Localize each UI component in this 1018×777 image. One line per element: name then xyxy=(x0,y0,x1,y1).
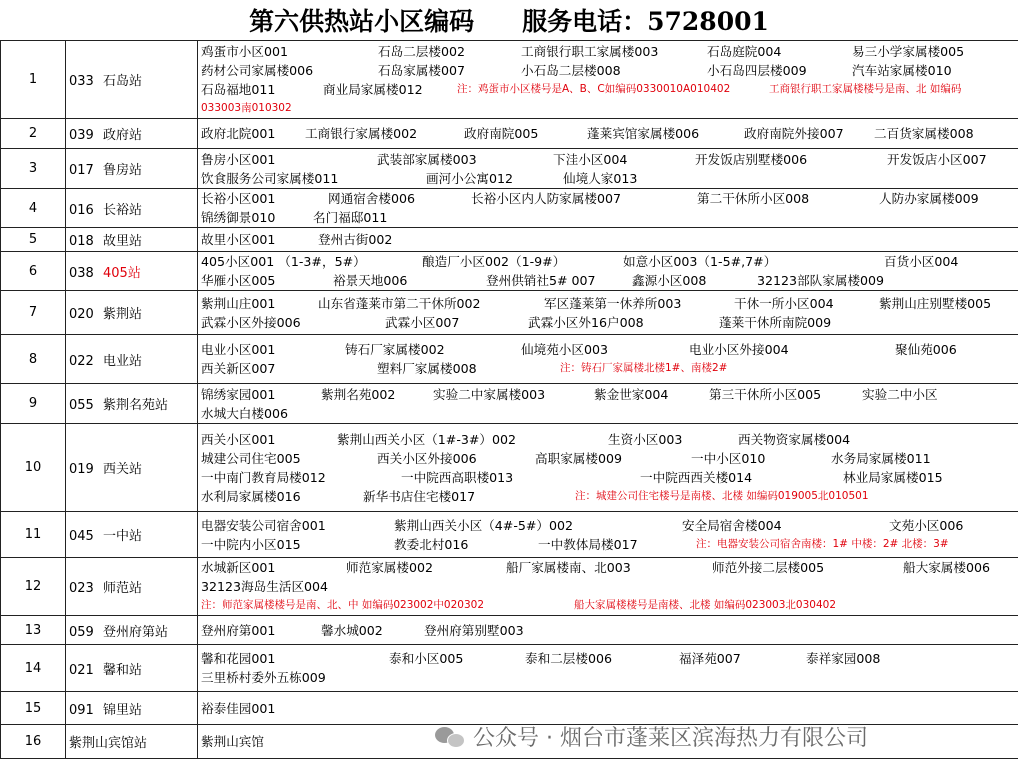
community-item: 锦绣御景010 xyxy=(201,210,276,225)
station-name: 405站 xyxy=(103,265,141,281)
community-item: 下洼小区004 xyxy=(553,151,628,167)
station-code: 055 xyxy=(69,398,94,413)
station-cell xyxy=(66,558,198,616)
station-cell xyxy=(66,252,198,291)
community-item: 石岛二层楼002 xyxy=(378,43,466,59)
community-item: 仙境人家013 xyxy=(563,170,638,186)
community-item: 泰祥家园008 xyxy=(806,651,881,666)
row-number: 6 xyxy=(1,252,66,291)
community-item: 第三干休所小区005 xyxy=(709,386,822,402)
list-line xyxy=(201,516,1018,535)
list-line xyxy=(201,169,1018,188)
community-item: 一中院内小区015 xyxy=(201,536,301,552)
community-item: 干休一所小区004 xyxy=(734,295,834,311)
community-list xyxy=(198,512,1018,558)
community-item: 泰和小区005 xyxy=(389,651,464,666)
list-line xyxy=(201,340,1018,359)
list-line xyxy=(201,208,1018,227)
community-item: 32123海岛生活区004 xyxy=(201,579,329,594)
table-row xyxy=(1,335,1018,384)
community-item: 武霖小区外16户008 xyxy=(528,314,644,330)
list-line xyxy=(201,99,1018,118)
community-item: 一中教体局楼017 xyxy=(538,536,638,552)
note-text: 注：电器安装公司宿舍南楼：1# 中楼：2# 北楼：3# xyxy=(696,537,949,550)
station-cell xyxy=(66,384,198,424)
row-number: 9 xyxy=(1,384,66,424)
community-item: 山东省蓬莱市第二干休所002 xyxy=(318,295,481,311)
list-line xyxy=(201,150,1018,169)
note-text: 注：铸石厂家属楼北楼1#、南楼2# xyxy=(560,362,728,374)
community-item: 登州府第001 xyxy=(201,622,276,638)
community-item: 电业小区外接004 xyxy=(689,342,789,357)
row-number: 3 xyxy=(1,149,66,189)
table-row xyxy=(1,291,1018,335)
community-item: 鸡蛋市小区001 xyxy=(201,43,289,59)
watermark-text: 公众号 · 烟台市蓬莱区滨海热力有限公司 xyxy=(473,725,868,751)
station-name: 鲁房站 xyxy=(103,163,143,178)
community-item: 小石岛二层楼008 xyxy=(521,62,621,78)
station-name: 电业站 xyxy=(103,353,143,369)
community-item: 开发饭店别墅楼006 xyxy=(695,151,808,167)
community-item: 石岛庭院004 xyxy=(707,43,782,59)
community-item: 裕泰佳园001 xyxy=(201,700,276,716)
station-code: 021 xyxy=(69,662,94,678)
community-item: 石岛福地011 xyxy=(201,81,276,97)
community-item: 药材公司家属楼006 xyxy=(201,62,314,78)
list-line xyxy=(201,61,1018,80)
watermark xyxy=(435,720,868,752)
community-item: 高职家属楼009 xyxy=(535,450,623,466)
list-line xyxy=(201,558,1018,577)
community-item: 登州供销社5# 007 xyxy=(486,273,596,288)
station-name: 石岛站 xyxy=(103,74,143,89)
community-item: 开发饭店小区007 xyxy=(887,151,987,167)
station-code: 039 xyxy=(69,128,94,143)
community-item: 三里桥村委外五栋009 xyxy=(201,670,326,685)
table-row xyxy=(1,384,1018,424)
community-item: 故里小区001 xyxy=(201,232,276,247)
row-number: 7 xyxy=(1,291,66,335)
community-list xyxy=(198,291,1018,335)
community-list xyxy=(198,119,1018,149)
community-list xyxy=(198,645,1018,692)
station-cell xyxy=(66,189,198,228)
station-code: 016 xyxy=(69,202,94,218)
list-line xyxy=(201,385,1018,404)
station-name: 政府站 xyxy=(103,128,143,143)
community-item: 师范外接二层楼005 xyxy=(712,560,825,575)
community-item: 教委北村016 xyxy=(394,536,469,552)
station-name: 紫荆山宾馆站 xyxy=(69,736,148,751)
list-line xyxy=(201,230,1018,249)
list-line xyxy=(201,468,1018,487)
community-item: 405小区001 （1-3#，5#） xyxy=(201,254,366,269)
community-item: 工商银行职工家属楼003 xyxy=(521,43,659,59)
community-item: 人防办家属楼009 xyxy=(879,191,979,206)
list-line xyxy=(201,535,1018,554)
list-line xyxy=(201,668,1018,687)
community-item: 商业局家属楼012 xyxy=(323,81,423,97)
station-cell xyxy=(66,228,198,252)
station-code: 018 xyxy=(69,234,94,249)
station-cell xyxy=(66,645,198,692)
community-item: 馨水城002 xyxy=(321,622,383,638)
community-item: 实验二中小区 xyxy=(862,386,938,402)
community-list xyxy=(198,424,1018,512)
list-line xyxy=(201,42,1018,61)
community-item: 饮食服务公司家属楼011 xyxy=(201,170,339,186)
community-item: 武霖小区外接006 xyxy=(201,314,301,330)
community-item: 铸石厂家属楼002 xyxy=(345,342,445,357)
community-item: 安全局宿舍楼004 xyxy=(682,517,782,533)
community-list xyxy=(198,384,1018,424)
wechat-icon xyxy=(435,724,465,748)
community-item: 塑料厂家属楼008 xyxy=(377,361,477,376)
table-body xyxy=(1,41,1018,759)
table-row xyxy=(1,645,1018,692)
community-item: 武霖小区007 xyxy=(385,314,460,330)
community-item: 二百货家属楼008 xyxy=(874,126,974,141)
community-item: 武装部家属楼003 xyxy=(377,151,477,167)
row-number: 5 xyxy=(1,228,66,252)
community-item: 32123部队家属楼009 xyxy=(757,273,885,288)
table-row xyxy=(1,149,1018,189)
community-list xyxy=(198,41,1018,119)
list-line xyxy=(201,487,1018,506)
list-line xyxy=(201,313,1018,332)
list-line xyxy=(201,189,1018,208)
code-table xyxy=(0,40,1018,759)
community-item: 易三小学家属楼005 xyxy=(852,43,965,59)
community-item: 仙境苑小区003 xyxy=(521,342,609,357)
community-item: 水城新区001 xyxy=(201,560,276,575)
community-item: 水城大白楼006 xyxy=(201,405,289,421)
community-item: 紫荆名苑002 xyxy=(321,386,396,402)
page-title xyxy=(0,0,1018,40)
row-number: 14 xyxy=(1,645,66,692)
community-item: 锦绣家园001 xyxy=(201,386,276,402)
community-item: 政府南院外接007 xyxy=(744,126,844,141)
row-number: 10 xyxy=(1,424,66,512)
community-item: 华雁小区005 xyxy=(201,273,276,288)
community-item: 政府北院001 xyxy=(201,126,276,141)
community-item: 登州府第别墅003 xyxy=(424,622,524,638)
community-item: 裕景天地006 xyxy=(333,273,408,288)
community-item: 福泽苑007 xyxy=(679,651,741,666)
note-text: 注：城建公司住宅楼号是南楼、北楼 如编码019005北010501 xyxy=(575,489,869,502)
station-code: 017 xyxy=(69,163,94,178)
row-number: 13 xyxy=(1,616,66,645)
community-list xyxy=(198,149,1018,189)
community-item: 文苑小区006 xyxy=(889,517,964,533)
table-row xyxy=(1,252,1018,291)
community-item: 登州古街002 xyxy=(318,232,393,247)
title-text: 第六供热站小区编码 xyxy=(249,7,475,36)
row-number: 16 xyxy=(1,725,66,759)
table-row xyxy=(1,558,1018,616)
table-row xyxy=(1,119,1018,149)
note-text: 033003南010302 xyxy=(201,101,292,114)
row-number: 2 xyxy=(1,119,66,149)
community-item: 电器安装公司宿舍001 xyxy=(201,517,326,533)
table-row xyxy=(1,41,1018,119)
community-list xyxy=(198,228,1018,252)
table-row xyxy=(1,189,1018,228)
row-number: 11 xyxy=(1,512,66,558)
community-item: 水利局家属楼016 xyxy=(201,488,301,504)
station-code: 059 xyxy=(69,624,94,640)
community-list xyxy=(198,189,1018,228)
station-name: 故里站 xyxy=(103,234,143,249)
list-line xyxy=(201,430,1018,449)
community-item: 师范家属楼002 xyxy=(346,560,434,575)
list-line xyxy=(201,649,1018,668)
community-list xyxy=(198,252,1018,291)
community-item: 蓬莱干休所南院009 xyxy=(719,314,832,330)
station-code: 038 xyxy=(69,265,94,281)
community-item: 军区蓬莱第一休养所003 xyxy=(544,295,682,311)
community-item: 西关新区007 xyxy=(201,361,276,376)
community-list xyxy=(198,616,1018,645)
community-item: 电业小区001 xyxy=(201,342,276,357)
station-name: 西关站 xyxy=(103,462,143,477)
community-item: 一中小区010 xyxy=(691,450,766,466)
station-cell xyxy=(66,424,198,512)
note-text: 工商银行职工家属楼楼号是南、北 如编码 xyxy=(769,82,962,95)
station-code: 045 xyxy=(69,529,94,544)
station-cell xyxy=(66,692,198,725)
community-item: 紫荆山宾馆 xyxy=(201,734,264,749)
community-item: 一中院西西关楼014 xyxy=(640,469,753,485)
station-name: 锦里站 xyxy=(103,702,143,718)
note-text: 注：师范家属楼楼号是南、北、中 如编码023002中020302 xyxy=(201,599,485,611)
community-item: 画河小公寓012 xyxy=(426,170,514,186)
community-item: 酿造厂小区002（1-9#） xyxy=(422,254,566,269)
community-item: 鲁房小区001 xyxy=(201,151,276,167)
station-name: 登州府第站 xyxy=(103,624,169,640)
table-row xyxy=(1,616,1018,645)
community-item: 船大家属楼006 xyxy=(903,560,991,575)
note-text: 注：鸡蛋市小区楼号是A、B、C如编码0330010A010402 xyxy=(457,82,731,95)
list-line xyxy=(201,596,1018,615)
station-name: 紫荆名苑站 xyxy=(103,398,169,413)
community-item: 馨和花园001 xyxy=(201,651,276,666)
station-code: 033 xyxy=(69,74,94,89)
station-code: 022 xyxy=(69,353,94,369)
community-item: 新华书店住宅楼017 xyxy=(363,488,476,504)
community-item: 一中院西高职楼013 xyxy=(401,469,514,485)
list-line xyxy=(201,359,1018,378)
community-item: 鑫源小区008 xyxy=(632,273,707,288)
community-item: 紫荆山庄别墅楼005 xyxy=(879,295,992,311)
table-row xyxy=(1,228,1018,252)
station-cell xyxy=(66,335,198,384)
row-number: 15 xyxy=(1,692,66,725)
community-item: 小石岛四层楼009 xyxy=(707,62,807,78)
station-code: 091 xyxy=(69,702,94,718)
community-list xyxy=(198,335,1018,384)
community-item: 第二干休所小区008 xyxy=(697,191,810,206)
list-line xyxy=(201,621,1018,640)
community-item: 长裕小区内人防家属楼007 xyxy=(471,191,621,206)
list-line xyxy=(201,577,1018,596)
community-item: 石岛家属楼007 xyxy=(378,62,466,78)
community-item: 网通宿舍楼006 xyxy=(328,191,416,206)
station-code: 019 xyxy=(69,462,94,477)
row-number: 1 xyxy=(1,41,66,119)
station-cell xyxy=(66,725,198,759)
station-name: 师范站 xyxy=(103,581,143,596)
community-item: 工商银行家属楼002 xyxy=(305,126,418,141)
note-text: 船大家属楼楼号是南楼、北楼 如编码023003北030402 xyxy=(574,599,837,611)
community-item: 政府南院005 xyxy=(464,126,539,141)
community-item: 紫荆山西关小区（1#-3#）002 xyxy=(337,431,517,447)
list-line xyxy=(201,294,1018,313)
community-item: 生资小区003 xyxy=(608,431,683,447)
community-item: 水务局家属楼011 xyxy=(831,450,931,466)
community-item: 汽车站家属楼010 xyxy=(852,62,952,78)
table-row xyxy=(1,424,1018,512)
station-cell xyxy=(66,616,198,645)
station-cell xyxy=(66,512,198,558)
station-name: 紫荆站 xyxy=(103,307,143,322)
community-item: 长裕小区001 xyxy=(201,191,276,206)
community-item: 林业局家属楼015 xyxy=(843,469,943,485)
row-number: 8 xyxy=(1,335,66,384)
list-line xyxy=(201,699,1018,718)
station-cell xyxy=(66,149,198,189)
station-cell xyxy=(66,291,198,335)
community-item: 实验二中家属楼003 xyxy=(433,386,546,402)
station-code: 020 xyxy=(69,307,94,322)
row-number: 4 xyxy=(1,189,66,228)
station-cell xyxy=(66,119,198,149)
community-item: 船厂家属楼南、北003 xyxy=(506,560,631,575)
table-row xyxy=(1,512,1018,558)
community-item: 百货小区004 xyxy=(884,254,959,269)
community-item: 紫金世家004 xyxy=(594,386,669,402)
community-item: 西关物资家属楼004 xyxy=(738,431,851,447)
list-line xyxy=(201,404,1018,423)
community-item: 蓬莱宾馆家属楼006 xyxy=(587,126,700,141)
community-item: 紫荆山庄001 xyxy=(201,295,276,311)
station-code: 023 xyxy=(69,581,94,596)
list-line xyxy=(201,271,1018,290)
station-name: 一中站 xyxy=(103,529,143,544)
station-cell xyxy=(66,41,198,119)
list-line xyxy=(201,80,1018,99)
community-item: 泰和二层楼006 xyxy=(525,651,613,666)
community-item: 城建公司住宅005 xyxy=(201,450,301,466)
community-item: 西关小区001 xyxy=(201,431,276,447)
community-item: 紫荆山西关小区（4#-5#）002 xyxy=(394,517,574,533)
station-name: 长裕站 xyxy=(103,202,143,218)
row-number: 12 xyxy=(1,558,66,616)
community-item: 聚仙苑006 xyxy=(895,342,957,357)
community-item: 名门福邸011 xyxy=(313,210,388,225)
list-line xyxy=(201,124,1018,143)
community-item: 如意小区003（1-5#,7#） xyxy=(623,254,777,269)
service-phone: 服务电话：5728001 xyxy=(522,7,769,36)
station-name: 馨和站 xyxy=(103,662,143,678)
list-line xyxy=(201,449,1018,468)
community-item: 一中南门教育局楼012 xyxy=(201,469,326,485)
list-line xyxy=(201,252,1018,271)
community-item: 西关小区外接006 xyxy=(377,450,477,466)
community-list xyxy=(198,558,1018,616)
